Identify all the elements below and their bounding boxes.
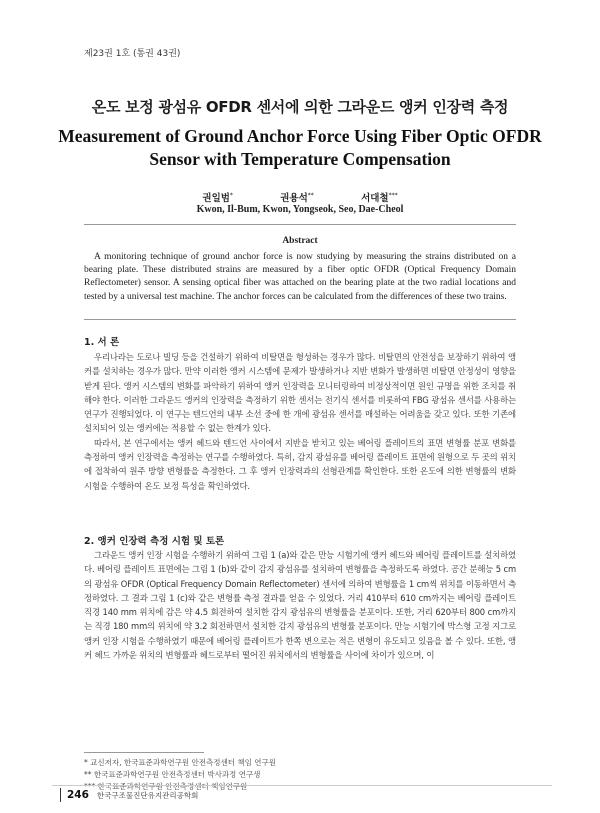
page-footer (60, 787, 198, 803)
divider (84, 319, 516, 320)
footer-divider (52, 785, 552, 786)
author-1: 권일범* (202, 191, 233, 204)
author-2: 권용석** (280, 191, 314, 204)
page-number: 246 (67, 789, 89, 801)
english-authors: Kwon, Il-Bum, Kwon, Yongseok, Seo, Dae-Cheol (196, 204, 404, 215)
journal-name: 한국구조물진단유지관리공학회 (96, 790, 199, 800)
section-1-body (84, 350, 516, 493)
korean-authors (0, 190, 600, 204)
paragraph: 우리나라는 도로나 빌딩 등을 건설하기 위하여 비탈면을 형성하는 경우가 많다. 비탈면의 안전성을 보장하기 위하여 앵커를 설치하는 경우가 많다. 만약 이러한 앵커 시스템에 문제가 발생하거나 지반 변화가 발생하면 비탈면 안정성이 영향을 받게 된다. 앵커 시스템의 변화를 파악하기 위하여 앵커 인장력을 모니터링하여 비정상적이면 원인 규명을 위한 조치를 취해야 한다. 이러한 그라운드 앵커의 인장력을 측정하기 위한 센서는 전기식 센서를 비롯하여 FBG 광섬유 센서를 사용하는 연구가 진행되었다. 이 연구는 텐드언의 내부 소선 중에 한 개에 광섬유 센서를 매설하는 어려움을 갖고 있다. 또한 기존에 설치되어 있는 앵커에는 적용할 수 없는 한계가 있다. (84, 352, 516, 434)
footnote: *** 한국표준과학연구원 안전측정센터 책임연구원 (84, 782, 248, 791)
footer-bar (60, 788, 61, 802)
author-3: 서대철*** (361, 191, 398, 204)
footnote-divider (84, 752, 204, 753)
footnote: * 교신저자, 한국표준과학연구원 안전측정센터 책임 연구원 (84, 758, 276, 767)
korean-title: 온도 보정 광섬유 OFDR 센서에 의한 그라운드 앵커 인장력 측정 (91, 98, 509, 116)
divider (84, 224, 516, 225)
volume-header: 제23권 1호 (통권 43권) (84, 49, 181, 59)
section-2-heading: 2. 앵커 인장력 측정 시험 및 토론 (84, 536, 225, 547)
section-1-heading: 1. 서 론 (84, 337, 120, 348)
abstract-text: A monitoring technique of ground anchor force is now studying by measuring the strains distributed on a bearing plate. These distributed strains are measured by a fiber optic OFDR (Optical Frequency Domain Reflectometer) sensor. A sensing optical fiber was attached on the bearing plate at the two radial locations and tested by a universal test machine. The anchor forces can be calculated from the differences of these two trains. (84, 252, 516, 302)
english-title-line-2: Sensor with Temperature Compensation (149, 149, 451, 169)
footnote: ** 한국표준과학연구원 안전측정센터 박사과정 연구생 (84, 770, 261, 779)
section-2-body (84, 548, 516, 662)
paragraph: 따라서, 본 연구에서는 앵커 헤드와 텐드언 사이에서 지반을 받치고 있는 베어링 플레이트의 표면 변형률 분포 변화를 측정하여 앵커 인장력을 측정하는 연구를 수행하였다. 특히, 감지 광섬유를 베어링 플레이트 표면에 원형으로 두 곳의 위치에 접착하여 원주 방향 변형률을 측정한다. 그 후 앵커 인장력과의 선형관계를 확인한다. 또한 온도에 의한 변형률의 변화 시험을 수행하여 온도 보정 특성을 확인하였다. (84, 437, 516, 491)
english-title-line-1: Measurement of Ground Anchor Force Using Fiber Optic OFDR (58, 126, 542, 146)
english-title (0, 125, 600, 171)
paragraph: 그라운드 앵커 인장 시험을 수행하기 위하여 그림 1 (a)와 같은 만능 시험기에 앵커 헤드와 베어링 플레이트를 설치하였다. 베어링 플레이트 표면에는 그림 1 (b)와 같이 감지 광섬유를 설치하여 변형률을 측정하도록 하였다. 공간 분해능 5 cm의 광섬유 OFDR (Optical Frequency Domain Reflectometer) 센서에 의하여 변형률을 1 cm씩 위치를 이동하면서 측정하였다. 그 결과 그림 1 (c)와 같은 변형률 측정 결과를 얻을 수 있었다. 거리 410부터 610 cm까지는 베어링 플레이트 직경 140 mm 위치에 감은 약 4.5 회전하여 설치한 감지 광섬유의 변형률을 분포이다. 또한, 거리 620부터 800 cm까지는 직경 180 mm의 위치에 약 3.2 회전하면서 설치한 감지 광섬유의 변형률 분포이다. 만능 시험기에 박스형 고정 지그로 앵커 인장 시험을 수행하였기 때문에 베어링 플레이트가 한쪽 변으로는 적은 변형이 유도되고 있음을 볼 수 있다. 또한, 앵커 헤드 가까운 위치의 변형률과 헤드로부터 떨어진 위치에서의 변형률을 사이에 차이가 있으며, 이 (84, 550, 517, 661)
abstract-heading: Abstract (282, 236, 318, 246)
